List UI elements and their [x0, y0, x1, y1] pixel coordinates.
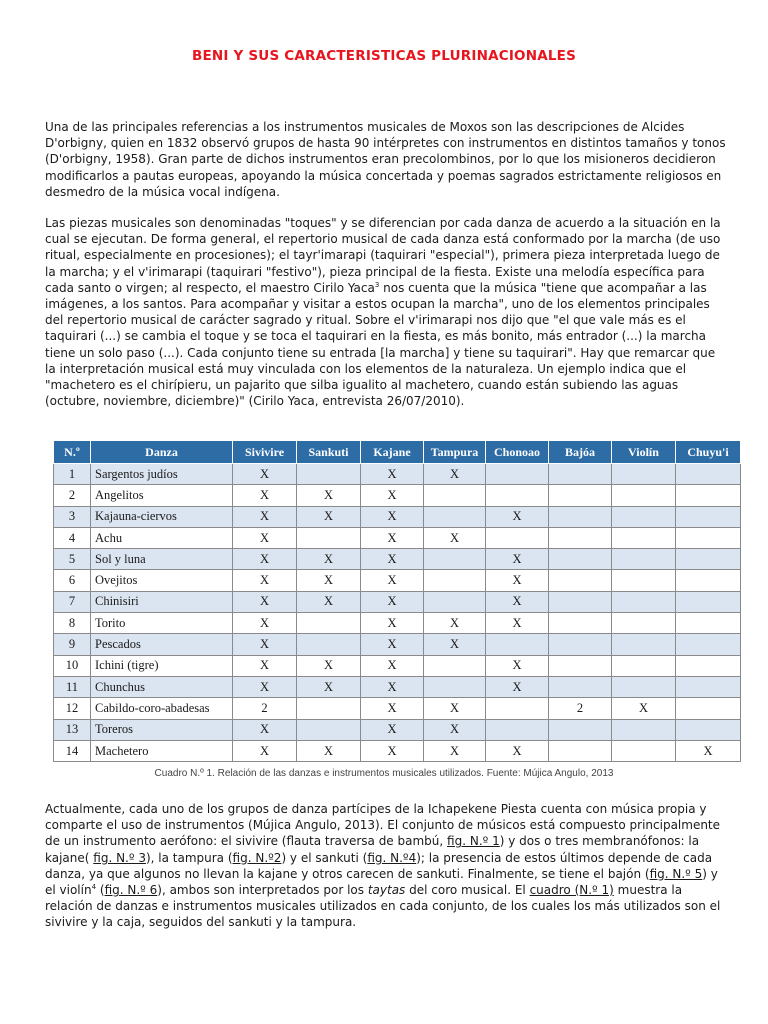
paragraph-toques-part-a: Las piezas musicales son denominadas "toques" y se diferencian por cada danza de acuerdo a la situación en la cual se ejecutan. De forma general, el repertorio musical de cada danza está conformado por la marcha (de uso ritual, especialmente en procesiones); el tayr'imarapi (taquirari "especial"), primera pieza interpretada luego de la marcha; y el v'irimarapi (taquirari "festivo"), pieza principal de la fiesta. Existe una melodía específica para cada santo o virgen; al respecto, el maestro Cirilo Yaca — [45, 216, 721, 295]
instrument-cell: X — [361, 570, 424, 591]
header-cell: Tampura — [424, 441, 486, 464]
table-row — [54, 676, 741, 697]
row-number-cell: 13 — [54, 719, 91, 740]
instrument-cell — [549, 719, 612, 740]
text-segment: ), la tampura ( — [145, 850, 233, 865]
instrument-cell: X — [486, 676, 549, 697]
instrument-cell — [676, 570, 741, 591]
instrument-cell — [424, 591, 486, 612]
table-row — [54, 655, 741, 676]
instrument-cell: X — [233, 549, 297, 570]
link-fig-3[interactable]: fig. N.º 3 — [93, 850, 146, 865]
instrument-cell — [486, 719, 549, 740]
dance-instrument-table — [53, 440, 740, 762]
instrument-cell — [612, 591, 676, 612]
instrument-cell — [424, 655, 486, 676]
instrument-cell: 2 — [233, 698, 297, 719]
header-cell: Kajane — [361, 441, 424, 464]
instrument-cell: X — [676, 740, 741, 761]
instrument-cell: X — [486, 740, 549, 761]
table-row — [54, 719, 741, 740]
instrument-cell: X — [424, 634, 486, 655]
instrument-cell: X — [297, 570, 361, 591]
instrument-cell: X — [486, 506, 549, 527]
instrument-cell: X — [361, 527, 424, 548]
instrument-cell: X — [297, 591, 361, 612]
instrument-cell: X — [486, 549, 549, 570]
text-segment: ) y el sankuti ( — [281, 850, 368, 865]
dance-name-cell: Toreros — [91, 719, 233, 740]
row-number-cell: 7 — [54, 591, 91, 612]
instrument-cell: X — [361, 676, 424, 697]
table-row — [54, 570, 741, 591]
table-row — [54, 527, 741, 548]
instrument-cell: X — [361, 719, 424, 740]
instrument-cell — [549, 549, 612, 570]
table-row — [54, 613, 741, 634]
instrument-cell: X — [297, 506, 361, 527]
instrument-cell: X — [233, 740, 297, 761]
emphasis-taytas: taytas — [367, 883, 406, 898]
instrument-cell — [424, 549, 486, 570]
header-cell: Bajóa — [549, 441, 612, 464]
instrument-cell — [676, 613, 741, 634]
table-row — [54, 549, 741, 570]
instrument-cell — [549, 613, 612, 634]
instrument-cell — [549, 740, 612, 761]
text-segment: del coro musical. El — [405, 883, 530, 898]
instrument-cell — [486, 464, 549, 485]
instrument-cell: X — [361, 613, 424, 634]
instrument-cell: X — [233, 570, 297, 591]
instrument-cell: X — [233, 676, 297, 697]
page-title: BENI Y SUS CARACTERISTICAS PLURINACIONALES — [191, 48, 577, 64]
instrument-cell: X — [424, 698, 486, 719]
instrument-cell — [676, 634, 741, 655]
instrument-cell: X — [233, 464, 297, 485]
instrument-cell: X — [297, 549, 361, 570]
header-cell: N.º — [54, 441, 91, 464]
instrument-cell — [486, 527, 549, 548]
dance-name-cell: Ichini (tigre) — [91, 655, 233, 676]
instrument-cell — [676, 676, 741, 697]
dance-name-cell: Achu — [91, 527, 233, 548]
instrument-cell: X — [233, 506, 297, 527]
instrument-cell: X — [233, 485, 297, 506]
instrument-cell: X — [424, 464, 486, 485]
table-row — [54, 485, 741, 506]
table-row — [54, 591, 741, 612]
dance-name-cell: Angelitos — [91, 485, 233, 506]
paragraph-intro: Una de las principales referencias a los instrumentos musicales de Moxos son las descripciones de Alcides D'orbigny, quien en 1832 observó grupos de hasta 90 intérpretes con instrumentos en distintos tamaños y tonos (D'orbigny, 1958). Gran parte de dichos instrumentos eran precolombinos, por lo que los misioneros decidieron modificarlos a pautas europeas, apoyando la música concertada y poemas sagrados estrictamente religiosos en desmedro de la música vocal indígena. — [45, 120, 726, 199]
instrument-cell — [549, 634, 612, 655]
instrument-cell — [612, 719, 676, 740]
instrument-cell — [612, 485, 676, 506]
instrument-cell — [612, 740, 676, 761]
instrument-cell: X — [612, 698, 676, 719]
header-cell: Sivivire — [233, 441, 297, 464]
instrument-cell: X — [233, 655, 297, 676]
instrument-cell: X — [361, 506, 424, 527]
instrument-cell: X — [486, 655, 549, 676]
instrument-cell: X — [361, 464, 424, 485]
table-row — [54, 464, 741, 485]
footnote-ref-4[interactable]: 4 — [91, 883, 97, 892]
instrument-cell: X — [361, 485, 424, 506]
instrument-cell: X — [486, 570, 549, 591]
table-row — [54, 506, 741, 527]
header-cell: Danza — [91, 441, 233, 464]
instrument-cell — [424, 570, 486, 591]
instrument-cell — [612, 613, 676, 634]
table-row — [54, 634, 741, 655]
instrument-cell — [549, 655, 612, 676]
header-cell: Chuyu'i — [676, 441, 741, 464]
row-number-cell: 2 — [54, 485, 91, 506]
instrument-cell — [424, 485, 486, 506]
instrument-cell: X — [233, 719, 297, 740]
dance-name-cell: Ovejitos — [91, 570, 233, 591]
row-number-cell: 14 — [54, 740, 91, 761]
instrument-cell: X — [424, 719, 486, 740]
dance-name-cell: Kajauna-ciervos — [91, 506, 233, 527]
instrument-cell — [676, 698, 741, 719]
text-segment: ( — [96, 883, 105, 898]
instrument-cell: X — [297, 485, 361, 506]
instrument-cell — [549, 464, 612, 485]
dance-name-cell: Cabildo-coro-abadesas — [91, 698, 233, 719]
dance-name-cell: Sol y luna — [91, 549, 233, 570]
header-cell: Sankuti — [297, 441, 361, 464]
instrument-cell: X — [486, 591, 549, 612]
instrument-cell — [612, 506, 676, 527]
instrument-cell: X — [361, 698, 424, 719]
table-row — [54, 698, 741, 719]
instrument-cell — [486, 485, 549, 506]
instrument-cell — [676, 719, 741, 740]
instrument-cell — [486, 698, 549, 719]
instrument-cell — [549, 527, 612, 548]
instrument-cell — [676, 506, 741, 527]
row-number-cell: 12 — [54, 698, 91, 719]
dance-name-cell: Sargentos judíos — [91, 464, 233, 485]
dance-name-cell: Chunchus — [91, 676, 233, 697]
row-number-cell: 9 — [54, 634, 91, 655]
instrument-cell: X — [361, 591, 424, 612]
text-segment: ) y dos o tres membranófonos: la kajane( — [45, 834, 700, 865]
header-cell: Chonoao — [486, 441, 549, 464]
instrument-cell — [612, 464, 676, 485]
instrument-cell: X — [297, 676, 361, 697]
instrument-cell — [297, 719, 361, 740]
instrument-cell — [612, 527, 676, 548]
instrument-cell: 2 — [549, 698, 612, 719]
instrument-cell — [549, 506, 612, 527]
text-segment: Actualmente, cada uno de los grupos de danza partícipes de la Ichapekene Piesta cuenta con música propia y comparte el uso de instrumentos (Mújica Angulo, 2013). El conjunto de músicos está compuesto principalmente de un instrumento aerófono: el sivivire (flauta traversa de bambú, — [45, 802, 721, 849]
row-number-cell: 4 — [54, 527, 91, 548]
instrument-cell — [297, 634, 361, 655]
link-fig-4[interactable]: fig. N.º4 — [367, 850, 417, 865]
link-fig-2[interactable]: fig. N.º2 — [232, 850, 282, 865]
instrument-cell: X — [233, 613, 297, 634]
row-number-cell: 11 — [54, 676, 91, 697]
row-number-cell: 8 — [54, 613, 91, 634]
table-row — [54, 740, 741, 761]
paragraph-instruments — [45, 801, 727, 931]
instrument-cell — [676, 549, 741, 570]
instrument-cell — [297, 464, 361, 485]
instrument-cell: X — [233, 634, 297, 655]
instrument-cell — [549, 570, 612, 591]
instrument-cell — [676, 591, 741, 612]
link-cuadro-1[interactable]: cuadro (N.º 1) — [529, 883, 614, 898]
text-segment: ) y el violín — [45, 866, 718, 898]
instrument-cell — [297, 698, 361, 719]
link-fig-5[interactable]: fig. N.º 5 — [649, 866, 703, 881]
instrument-cell — [676, 527, 741, 548]
text-segment: muestra la relación de danzas e instrumentos musicales utilizados en cada conjunto, de los cuales los más utilizados son el sivivire y la caja, seguidos del sankuti y la tampura. — [45, 883, 721, 930]
instrument-cell: X — [424, 740, 486, 761]
dance-name-cell: Torito — [91, 613, 233, 634]
instrument-cell: X — [361, 655, 424, 676]
instrument-cell — [549, 591, 612, 612]
instrument-cell: X — [297, 655, 361, 676]
instrument-cell — [549, 676, 612, 697]
dance-name-cell: Pescados — [91, 634, 233, 655]
instrument-cell — [297, 527, 361, 548]
instrument-cell — [676, 655, 741, 676]
instrument-cell — [676, 485, 741, 506]
row-number-cell: 10 — [54, 655, 91, 676]
instrument-cell — [424, 506, 486, 527]
instrument-cell: X — [486, 613, 549, 634]
instrument-cell: X — [233, 591, 297, 612]
instrument-cell — [486, 634, 549, 655]
instrument-cell — [612, 634, 676, 655]
instrument-cell — [549, 485, 612, 506]
table-caption: Cuadro N.º 1. Relación de las danzas e instrumentos musicales utilizados. Fuente: Mújica Angulo, 2013 — [154, 768, 614, 779]
dance-name-cell: Machetero — [91, 740, 233, 761]
paragraph-toques-part-b: nos cuenta que la música "tiene que acompañar a las imágenes, a los santos. Para acompañar y visitar a estos ocupan la marcha", uno de los elementos principales del repertorio musical de carácter sagrado y ritual. Sobre el v'irimarapi nos dijo que "el que vale más es el taquirari (...) se cambia el toque y se toca el taquirari en la fiesta, es más bonito, más entrador (...) la marcha tiene un solo paso (...). Cada conjunto tiene su entrada [la marcha] y tiene su taquirari". Hay que remarcar que la interpretación musical está muy vinculada con los elementos de la naturaleza. Un ejemplo indica que el "machetero es el chirípieru, un pajarito que silba igualito al machetero, cuando están subiendo las aguas (octubre, noviembre, diciembre)" (Cirilo Yaca, entrevista 26/07/2010). — [45, 280, 716, 409]
text-segment: ); la presencia de estos últimos depende de cada danza, ya que algunos no llevan la kajane y otros carecen de sankuti. Finalmente, se tiene el bajón ( — [45, 850, 713, 881]
link-fig-6[interactable]: fig. N.º 6 — [104, 883, 158, 898]
row-number-cell: 3 — [54, 506, 91, 527]
instrument-cell — [424, 676, 486, 697]
instrument-cell — [612, 676, 676, 697]
instrument-cell: X — [424, 527, 486, 548]
instrument-cell — [612, 655, 676, 676]
row-number-cell: 5 — [54, 549, 91, 570]
instrument-cell: X — [297, 740, 361, 761]
link-fig-1[interactable]: fig. N.º 1 — [447, 834, 500, 849]
paragraph-toques — [45, 215, 727, 409]
instrument-cell — [676, 464, 741, 485]
text-segment: ), ambos son interpretados por los — [157, 883, 368, 898]
instrument-cell: X — [424, 613, 486, 634]
row-number-cell: 1 — [54, 464, 91, 485]
instrument-cell — [297, 613, 361, 634]
instrument-cell: X — [361, 740, 424, 761]
table-header-row — [54, 441, 741, 464]
dance-name-cell: Chinisiri — [91, 591, 233, 612]
instrument-cell — [612, 549, 676, 570]
instrument-cell — [612, 570, 676, 591]
instrument-cell: X — [361, 549, 424, 570]
row-number-cell: 6 — [54, 570, 91, 591]
instrument-cell: X — [233, 527, 297, 548]
header-cell: Violín — [612, 441, 676, 464]
instrument-cell: X — [361, 634, 424, 655]
footnote-ref-3[interactable]: 3 — [374, 280, 380, 289]
